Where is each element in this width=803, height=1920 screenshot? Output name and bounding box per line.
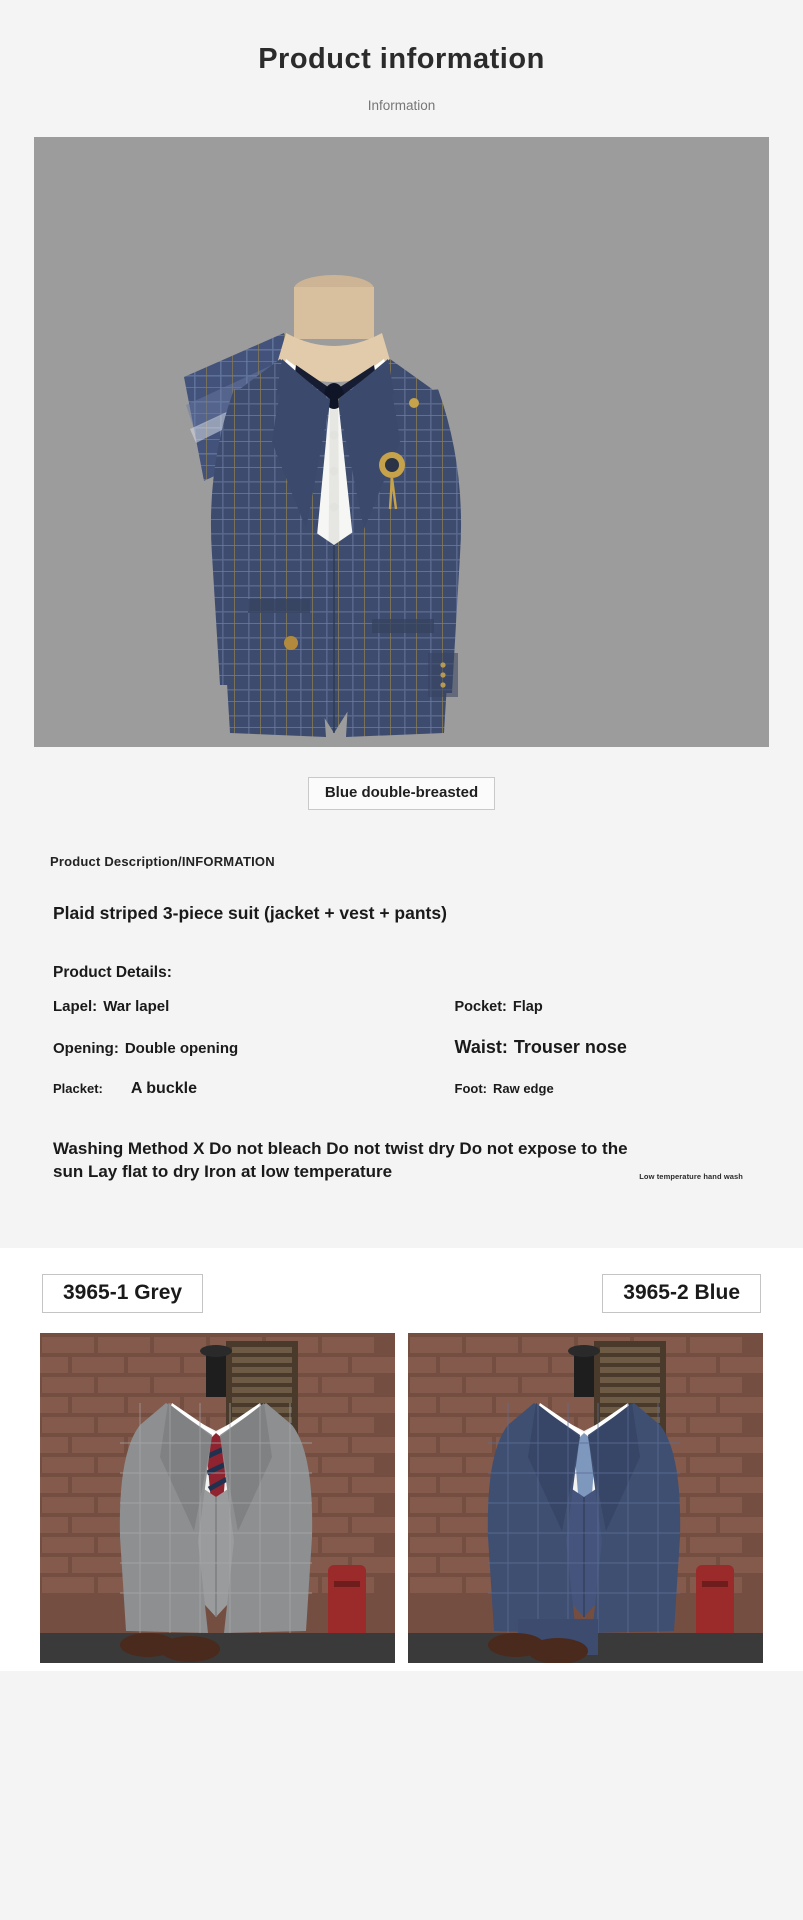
spec-value: Double opening (124, 1040, 239, 1058)
washing-note: Low temperature hand wash (639, 1172, 743, 1182)
spec-label: Lapel: (53, 998, 98, 1016)
blue-suit-scene (408, 1333, 763, 1663)
spec-label: Opening: (53, 1040, 119, 1058)
hero-caption-row (0, 777, 803, 811)
spec-row-opening (50, 1040, 397, 1057)
spec-row-lapel (50, 998, 397, 1015)
spec-details-title: Product Details: (53, 964, 172, 982)
suit-illustration (34, 137, 769, 747)
page-subtitle: Information (367, 97, 436, 113)
spec-label: Waist: (454, 1037, 508, 1058)
spec-value: A buckle (130, 1080, 197, 1098)
spacer (50, 1184, 753, 1248)
footer-spacer (0, 1663, 803, 1671)
variant-photo-grey[interactable] (40, 1333, 395, 1663)
spec-value: Flap (512, 999, 543, 1016)
spec-value: War lapel (103, 998, 170, 1016)
variant-photo-row (20, 1333, 783, 1663)
spec-row-pocket (407, 999, 754, 1015)
specifications-section (0, 810, 803, 1248)
spec-value: Raw edge (492, 1081, 554, 1097)
variant-photo-blue[interactable] (408, 1333, 763, 1663)
washing-text: Washing Method X Do not bleach Do not twist dry Do not expose to the sun Lay flat to dry Iron at low temperature (53, 1139, 628, 1182)
variant-gallery (0, 1248, 803, 1663)
spec-kicker: Product Description/INFORMATION (50, 854, 275, 870)
variant-title-grey: 3965-1 Grey (42, 1274, 203, 1313)
hero-product-image (34, 137, 769, 747)
spec-grid (50, 998, 753, 1098)
spec-row-placket (50, 1080, 397, 1098)
spec-label: Placket: (53, 1081, 103, 1097)
page-header (0, 0, 803, 113)
hero-caption: Blue double-breasted (308, 777, 495, 811)
variant-title-row (20, 1274, 783, 1313)
spec-row-waist (407, 1037, 754, 1058)
spec-value: Trouser nose (513, 1037, 627, 1058)
spec-label: Foot: (454, 1081, 487, 1097)
washing-instructions (50, 1138, 743, 1184)
spec-label: Pocket: (454, 999, 507, 1016)
spec-row-foot (407, 1081, 754, 1096)
spec-headline: Plaid striped 3-piece suit (jacket + vest + pants) (53, 903, 447, 924)
page-title: Product information (258, 43, 545, 75)
grey-suit-scene (40, 1333, 395, 1663)
variant-title-blue: 3965-2 Blue (602, 1274, 761, 1313)
